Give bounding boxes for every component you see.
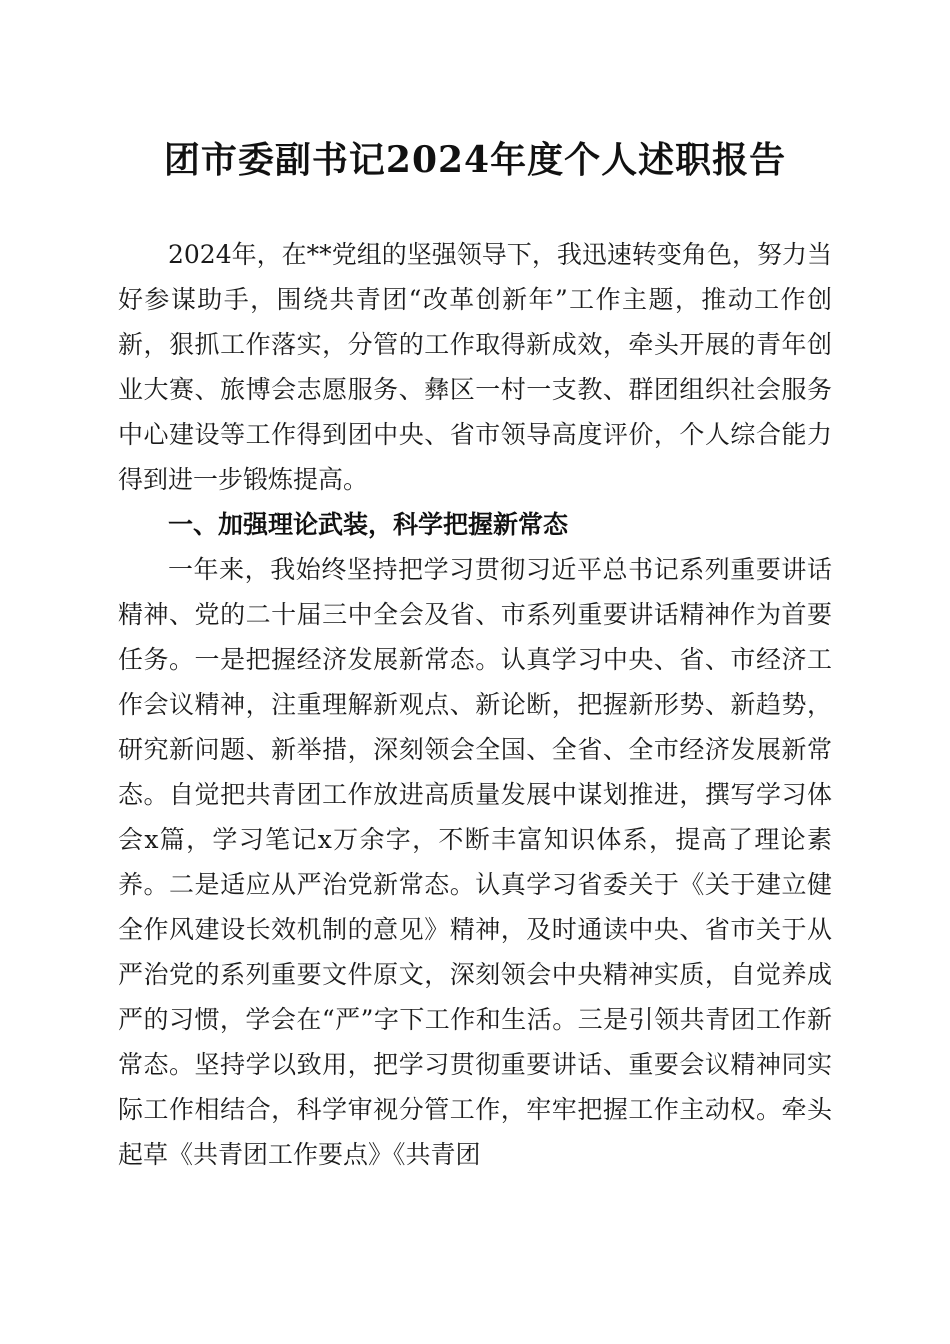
section-paragraph: 一年来，我始终坚持把学习贯彻习近平总书记系列重要讲话精神、党的二十届三中全会及省、市系列重要讲话精神作为首要任务。一是把握经济发展新常态。认真学习中央、省、市经济工作会议精神，注重理解新观点、新论断，把握新形势、新趋势，研究新问题、新举措，深刻领会全国、全省、全市经济发展新常态。自觉把共青团工作放进高质量发展中谋划推进，撰写学习体会x篇，学习笔记x万余字，不断丰富知识体系，提高了理论素养。二是适应从严治党新常态。认真学习省委关于《关于建立健全作风建设长效机制的意见》精神，及时通读中央、省市关于从严治党的系列重要文件原文，深刻领会中央精神实质，自觉养成严的习惯，学会在“严”字下工作和生活。三是引领共青团工作新常态。坚持学以致用，把学习贯彻重要讲话、重要会议精神同实际工作相结合，科学审视分管工作，牢牢把握工作主动权。牵头起草《共青团工作要点》《共青团 <box>118 555 832 1169</box>
section-heading: 一、加强理论武装，科学把握新常态 <box>168 510 569 539</box>
document-title: 团市委副书记2024年度个人述职报告 <box>163 139 787 181</box>
document-body <box>118 232 832 1177</box>
intro-paragraph: 2024年，在**党组的坚强领导下，我迅速转变角色，努力当好参谋助手，围绕共青团“改革创新年”工作主题，推动工作创新，狠抓工作落实，分管的工作取得新成效，牵头开展的青年创业大赛、旅博会志愿服务、彝区一村一支教、群团组织社会服务中心建设等工作得到团中央、省市领导高度评价，个人综合能力得到进一步锻炼提高。 <box>118 240 832 494</box>
